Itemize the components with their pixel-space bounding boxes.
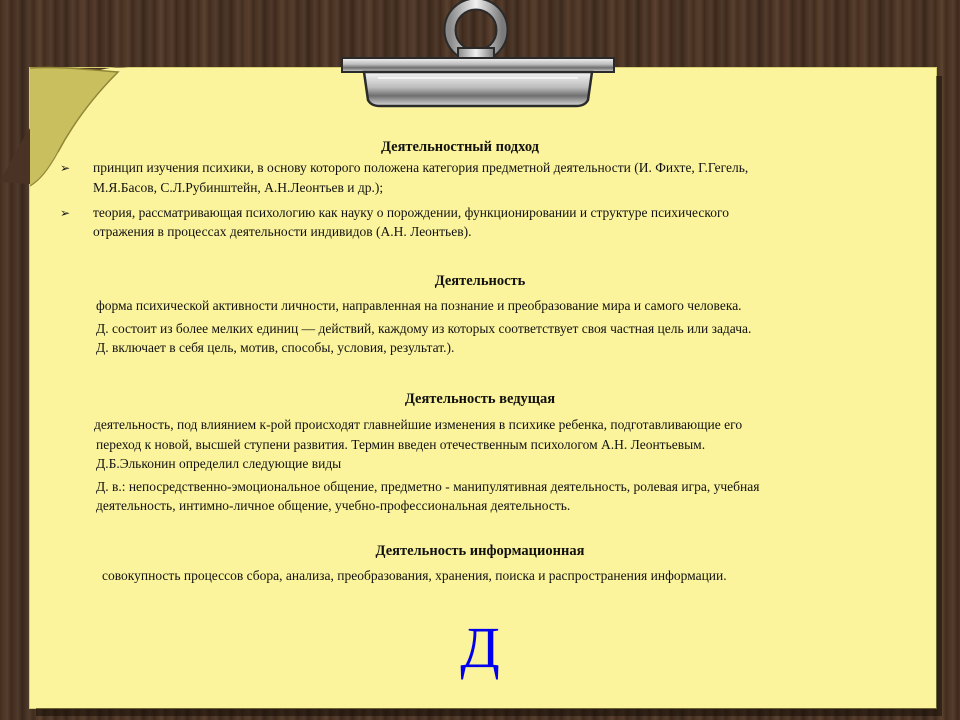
arrow-bullet-icon: ➢ — [60, 161, 71, 175]
big-letter: Д — [460, 615, 500, 680]
activity-definition: форма психической активности личности, направленная на познание и преобразование мира и самого человека. — [96, 298, 742, 313]
activity-detail-line-2: Д. включает в себя цель, мотив, способы, условия, результат.). — [96, 340, 455, 355]
heading-activity: Деятельность — [434, 273, 526, 289]
arrow-bullet-icon: ➢ — [60, 206, 71, 220]
heading-information-activity: Деятельность информационная — [375, 543, 585, 559]
leading-def-line-2: переход к новой, высшей ступени развития. Термин введен отечественным психологом А.Н. Леонтьевым. — [96, 437, 706, 452]
leading-def-line-1: деятельность, под влиянием к-рой происходят главнейшие изменения в психике ребенка, подготавливающие его — [94, 417, 743, 432]
bullet-2-line-1: теория, рассматривающая психологию как науку о порождении, функционировании и структуре психического — [93, 205, 729, 220]
bullet-1-line-2: М.Я.Басов, С.Л.Рубинштейн, А.Н.Леонтьев и др.); — [93, 180, 384, 195]
leading-types-line-2: деятельность, интимно-личное общение, учебно-профессиональная деятельность. — [96, 498, 571, 513]
leading-def-line-3: Д.Б.Эльконин определил следующие виды — [96, 456, 342, 471]
bullet-2-line-2: отражения в процессах деятельности индивидов (А.Н. Леонтьев). — [93, 224, 472, 239]
heading-leading-activity: Деятельность ведущая — [404, 391, 556, 407]
bullet-1-line-1: принцип изучения психики, в основу которого положена категория предметной деятельности (И. Фихте, Г.Гегель, — [93, 160, 749, 175]
heading-activity-approach: Деятельностный подход — [381, 139, 539, 155]
leading-types-line-1: Д. в.: непосредственно-эмоциональное общение, предметно - манипулятивная деятельность, ролевая игра, учебная — [96, 479, 760, 494]
information-definition: совокупность процессов сбора, анализа, преобразования, хранения, поиска и распространения информации. — [102, 568, 727, 583]
activity-detail-line-1: Д. состоит из более мелких единиц — действий, каждому из которых соответствует своя частная цель или задача. — [96, 321, 752, 336]
